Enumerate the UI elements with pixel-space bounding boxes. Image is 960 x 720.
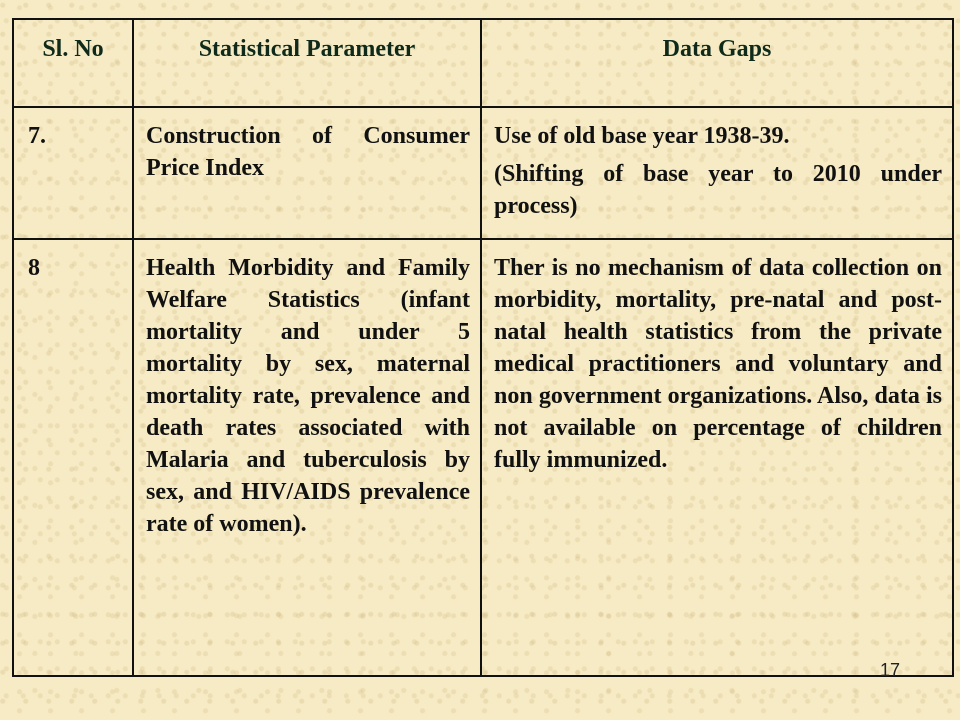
cell-parameter	[133, 239, 481, 676]
sl-no-value: 8	[28, 255, 40, 281]
page-number: 17	[880, 660, 901, 680]
table-row	[13, 107, 953, 239]
header-data-gaps	[481, 19, 953, 107]
table-row	[13, 239, 953, 676]
cell-sl-no	[13, 107, 133, 239]
header-sl-no	[13, 19, 133, 107]
data-gaps-text	[482, 240, 952, 476]
header-data-gaps-label: Data Gaps	[662, 36, 772, 62]
parameter-text: Health Morbidity and Family Welfare Statistics (infant mortality and under 5 mortality by sex, maternal mortality rate, prevalence and death rates associated with Malaria and tuberculosis by sex, and HIV/AIDS prevalence rate of women).	[146, 255, 470, 537]
cell-data-gaps	[481, 107, 953, 239]
data-gap-paragraph: Ther is no mechanism of data collection on morbidity, mortality, pre-natal and post-natal health statistics from the private medical practitioners and voluntary and non government organizations. Also, data is not available on percentage of children fully immunized.	[494, 255, 942, 473]
header-statistical-parameter-label: Statistical Parameter	[198, 36, 416, 62]
table-header-row	[13, 19, 953, 107]
parameter-text: Construction of Consumer Price Index	[146, 123, 470, 181]
header-sl-no-label: Sl. No	[42, 36, 104, 62]
sl-no-value: 7.	[28, 123, 46, 149]
data-gaps-table	[12, 18, 954, 677]
data-gap-paragraph: (Shifting of base year to 2010 under process)	[494, 161, 942, 219]
data-gap-paragraph: Use of old base year 1938-39.	[494, 123, 790, 149]
cell-parameter	[133, 107, 481, 239]
cell-data-gaps	[481, 239, 953, 676]
cell-sl-no	[13, 239, 133, 676]
header-statistical-parameter	[133, 19, 481, 107]
data-gaps-text	[482, 108, 952, 222]
